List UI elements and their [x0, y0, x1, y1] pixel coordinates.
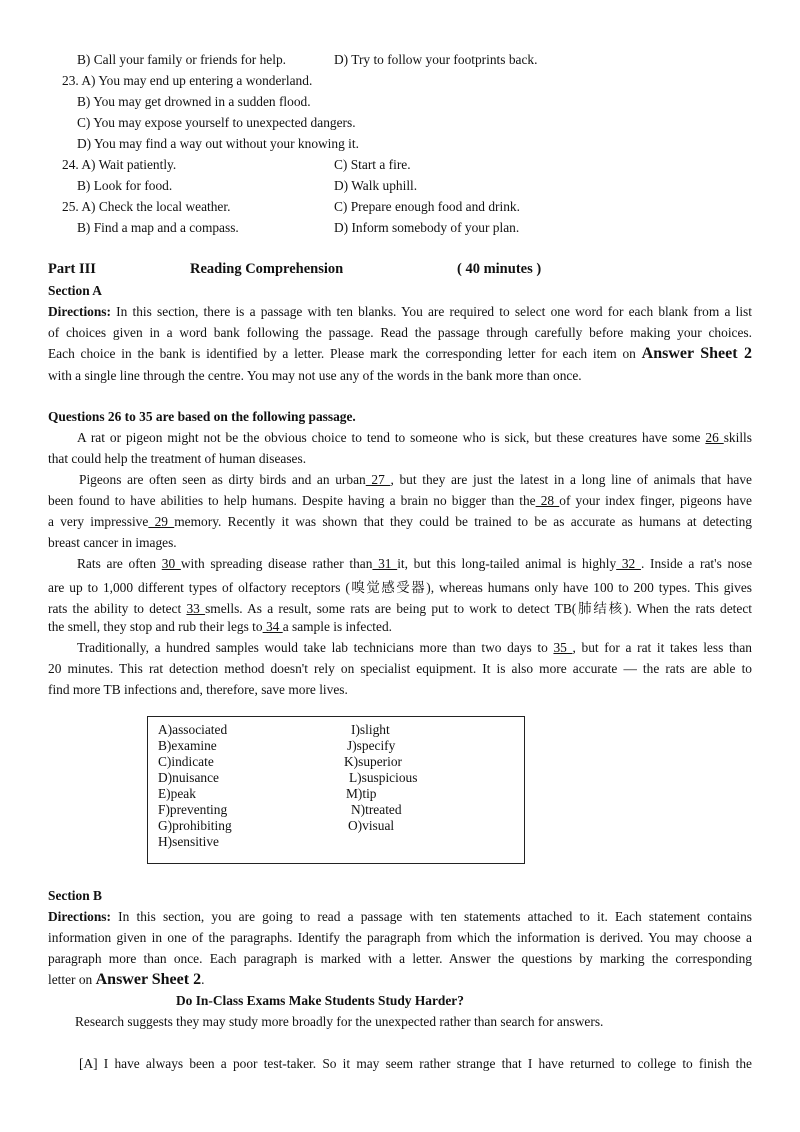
blank-27: 27 — [365, 472, 391, 487]
option-23-a: 23. A) You may end up entering a wonderland. — [62, 73, 313, 88]
article-subtitle: Research suggests they may study more broadly for the unexpected rather than search for answers. — [75, 1014, 604, 1029]
passage-p3-line4: the smell, they stop and rub their legs to 34 a sample is infected. — [48, 619, 393, 634]
word-bank-item: L)suspicious — [349, 770, 418, 785]
passage-p2-line1: Pigeons are often seen as dirty birds and an urban 27 , but they are just the latest in a long line of animals that have — [79, 472, 752, 487]
section-a-directions-line2: of choices given in a word bank following the passage. Read the passage through carefully before making your choices. — [48, 325, 752, 340]
blank-31: 31 — [372, 556, 398, 571]
word-bank-item: C)indicate — [158, 754, 214, 769]
section-a-directions-line1: Directions: In this section, there is a passage with ten blanks. You are required to select one word for each blank from a list — [48, 304, 752, 319]
passage-p4-line3: find more TB infections and, therefore, save more lives. — [48, 682, 348, 697]
part-title: Reading Comprehension — [190, 261, 344, 277]
word-bank-item: O)visual — [348, 818, 395, 833]
blank-34: 34 — [262, 619, 283, 634]
word-bank — [147, 716, 525, 864]
questions-heading: Questions 26 to 35 are based on the following passage. — [48, 409, 356, 424]
option-22-d: D) Try to follow your footprints back. — [334, 52, 538, 67]
option-24-c: C) Start a fire. — [334, 157, 411, 172]
passage-p3-line3: rats the ability to detect 33 smells. As a result, some rats are being put to work to detect TB(肺结核). When the rats detect — [48, 601, 752, 616]
word-bank-item: E)peak — [158, 786, 196, 801]
blank-26: 26 — [705, 430, 724, 445]
option-25-b: B) Find a map and a compass. — [77, 220, 239, 235]
word-bank-item: I)slight — [351, 722, 390, 737]
paragraph-a: [A] I have always been a poor test-taker. So it may seem rather strange that I have returned to college to finish the — [79, 1056, 752, 1071]
option-24-a: 24. A) Wait patiently. — [62, 157, 177, 172]
word-bank-item: H)sensitive — [158, 834, 219, 849]
word-bank-item: J)specify — [347, 738, 396, 753]
passage-p3-line1: Rats are often 30 with spreading disease rather than 31 it, but this long-tailed animal is highly 32 . Inside a rat's nose — [77, 556, 753, 571]
blank-33: 33 — [186, 601, 206, 616]
option-23-c: C) You may expose yourself to unexpected dangers. — [77, 115, 356, 130]
word-bank-item: D)nuisance — [158, 770, 219, 785]
word-bank-item: F)preventing — [158, 802, 228, 817]
passage-p2-line4: breast cancer in images. — [48, 535, 177, 550]
option-23-d: D) You may find a way out without your knowing it. — [77, 136, 359, 151]
blank-28: 28 — [535, 493, 560, 508]
option-25-a: 25. A) Check the local weather. — [62, 199, 231, 214]
section-b-directions-line1: Directions: In this section, you are going to read a passage with ten statements attached to it. Each statement contains — [48, 909, 752, 924]
part-time: ( 40 minutes ) — [457, 261, 542, 277]
passage-p3-line2: are up to 1,000 different types of olfactory receptors (嗅觉感受器), whereas humans only have 100 to 200 types. This gives — [48, 580, 752, 595]
section-a-directions-line4: with a single line through the centre. You may not use any of the words in the bank more than once. — [48, 368, 582, 383]
passage-p1-line1: A rat or pigeon might not be the obvious choice to tend to someone who is sick, but these creatures have some 26 skills — [77, 430, 752, 445]
passage-p2-line2: been found to have abilities to help humans. Despite having a brain no bigger than the 28 of your index finger, pigeons have — [48, 493, 752, 508]
option-25-c: C) Prepare enough food and drink. — [334, 199, 520, 214]
word-bank-item: A)associated — [158, 722, 228, 737]
section-b-heading: Section B — [48, 888, 102, 903]
option-22-b: B) Call your family or friends for help. — [77, 52, 286, 67]
word-bank-item: B)examine — [158, 738, 217, 753]
word-bank-item: G)prohibiting — [158, 818, 232, 833]
passage-p2-line3: a very impressive 29 memory. Recently it was shown that they could be trained to be as accurate as humans at detecting — [48, 514, 752, 529]
blank-30: 30 — [161, 556, 181, 571]
section-a-heading: Section A — [48, 283, 102, 298]
option-24-b: B) Look for food. — [77, 178, 173, 193]
passage-p4-line2: 20 minutes. This rat detection method doesn't rely on specialist equipment. It is also more accurate — the rats are able to — [48, 661, 752, 676]
section-b-directions-line3: paragraph more than once. Each paragraph is marked with a letter. Answer the questions by marking the corresponding — [48, 951, 752, 966]
word-bank-item: N)treated — [351, 802, 402, 817]
section-b-directions-line4: letter on Answer Sheet 2. — [48, 971, 205, 988]
answer-sheet-ref-b: Answer Sheet 2 — [95, 971, 202, 988]
answer-sheet-ref: Answer Sheet 2 — [641, 345, 752, 362]
section-a-directions-line3: Each choice in the bank is identified by a letter. Please mark the corresponding letter for each item on Answer Sheet 2 — [48, 345, 752, 362]
passage-p1-line2: that could help the treatment of human diseases. — [48, 451, 307, 466]
word-bank-item: M)tip — [346, 786, 377, 801]
passage-p4-line1: Traditionally, a hundred samples would take lab technicians more than two days to 35 , but for a rat it takes less than — [77, 640, 752, 655]
option-25-d: D) Inform somebody of your plan. — [334, 220, 520, 235]
blank-35: 35 — [553, 640, 573, 655]
word-bank-item: K)superior — [344, 754, 403, 769]
blank-29: 29 — [148, 514, 175, 529]
option-24-d: D) Walk uphill. — [334, 178, 418, 193]
option-23-b: B) You may get drowned in a sudden flood. — [77, 94, 311, 109]
part-label: Part III — [48, 261, 96, 277]
article-title: Do In-Class Exams Make Students Study Harder? — [176, 993, 464, 1008]
blank-32: 32 — [616, 556, 641, 571]
section-b-directions-line2: information given in one of the paragraphs. Identify the paragraph from which the information is derived. You may choose a — [48, 930, 752, 945]
